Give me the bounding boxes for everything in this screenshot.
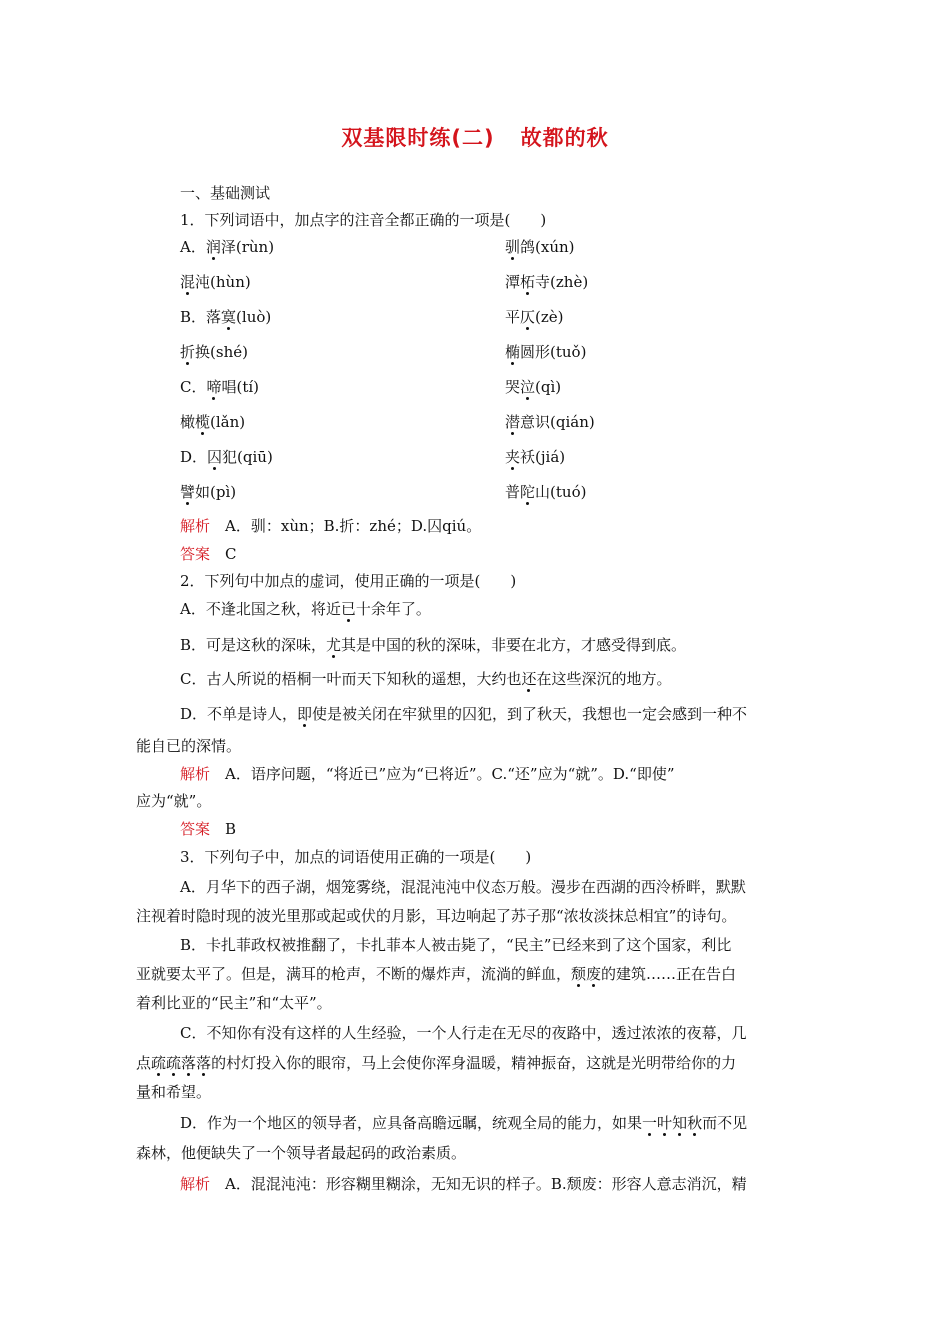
q3-option-d-line2: 森林，他便缺失了一个领导者最起码的政治素质。 xyxy=(136,1144,467,1162)
q1-option-left: D．囚犯(qiū) xyxy=(180,448,273,466)
dotted-char: 疏 xyxy=(166,1054,182,1072)
dotted-char: 落 xyxy=(196,1054,212,1072)
dotted-char: 仄 xyxy=(520,308,536,326)
dotted-char: 叶 xyxy=(657,1114,673,1132)
dotted-char: 柘 xyxy=(520,273,536,291)
q1-option-right: 驯鸽(xún) xyxy=(505,238,575,256)
dotted-char: 榄 xyxy=(195,413,211,431)
answer-text: B xyxy=(225,820,237,838)
q1-option-left: A．润泽(rùn) xyxy=(180,238,275,256)
q2-analysis-line2: 应为“就”。 xyxy=(136,792,212,810)
q1-option-left: 混沌(hùn) xyxy=(180,273,251,291)
dotted-char: 还 xyxy=(521,670,537,688)
q1-analysis xyxy=(180,515,816,537)
dotted-char: 落 xyxy=(181,1054,197,1072)
q2-option-d-line2: 能自已的深情。 xyxy=(136,737,242,755)
dotted-char: 已 xyxy=(340,600,356,618)
dotted-char: 潜 xyxy=(505,413,521,431)
q2-option-d-line1: D．不单是诗人，即使是被关闭在牢狱里的囚犯，到了秋天，我想也一定会感到一种不 xyxy=(180,705,748,723)
dotted-char: 陀 xyxy=(520,483,536,501)
answer-label: 答案 xyxy=(180,545,211,563)
analysis-label: 解析 xyxy=(180,765,211,783)
q2-option-c: C．古人所说的梧桐一叶而天下知秋的遥想，大约也还在这些深沉的地方。 xyxy=(180,670,672,688)
dotted-char: 一 xyxy=(642,1114,658,1132)
dotted-char: 啼 xyxy=(206,378,222,396)
answer-label: 答案 xyxy=(180,820,211,838)
dotted-char: 椭 xyxy=(505,343,521,361)
analysis-label: 解析 xyxy=(180,517,211,535)
dotted-char: 秋 xyxy=(687,1114,703,1132)
dotted-char: 尤 xyxy=(326,636,342,654)
page-title xyxy=(0,122,950,152)
analysis-text: A．语序问题，“将近已”应为“已将近”。C.“还”应为“就”。D.“即使” xyxy=(225,765,675,783)
q1-answer xyxy=(180,543,816,565)
q3-option-c-line3: 量和希望。 xyxy=(136,1083,212,1101)
analysis-text: A．混混沌沌：形容糊里糊涂，无知无识的样子。B.颓废：形容人意志消沉，精 xyxy=(225,1175,747,1193)
q3-stem: 3．下列句子中，加点的词语使用正确的一项是( ) xyxy=(180,848,532,866)
dotted-char: 废 xyxy=(586,965,602,983)
q1-option-left: 折换(shé) xyxy=(180,343,248,361)
q3-option-a-line1: A．月华下的西子湖，烟笼雾绕，混混沌沌中仪态万般。漫步在西湖的西泠桥畔，默默 xyxy=(180,878,746,896)
dotted-char: 知 xyxy=(672,1114,688,1132)
dotted-char: 夹 xyxy=(505,448,521,466)
dotted-char: 混 xyxy=(180,273,196,291)
q2-option-a: A．不逢北国之秋，将近已十余年了。 xyxy=(180,600,431,618)
dotted-char: 即 xyxy=(297,705,313,723)
dotted-char: 譬 xyxy=(180,483,196,501)
title-part-2: 故都的秋 xyxy=(520,126,609,150)
dotted-char: 润 xyxy=(205,238,221,256)
q3-option-b-line3: 着利比亚的“民主”和“太平”。 xyxy=(136,994,332,1012)
dotted-char: 驯 xyxy=(505,238,521,256)
dotted-char: 泣 xyxy=(520,378,536,396)
analysis-text: A．驯：xùn；B.折：zhé；D.囚qiú。 xyxy=(225,517,482,535)
q3-analysis xyxy=(180,1173,816,1195)
q3-option-d-line1: D．作为一个地区的领导者，应具备高瞻远瞩，统观全局的能力，如果一叶知秋而不见 xyxy=(180,1114,748,1132)
q2-stem: 2．下列句中加点的虚词，使用正确的一项是( ) xyxy=(180,572,517,590)
q1-option-right: 潜意识(qián) xyxy=(505,413,595,431)
q1-option-right: 哭泣(qì) xyxy=(505,378,562,396)
dotted-char: 囚 xyxy=(207,448,223,466)
q3-option-c-line1: C．不知你有没有这样的人生经验，一个人行走在无尽的夜路中，透过浓浓的夜幕，几 xyxy=(180,1024,747,1042)
q1-option-right: 椭圆形(tuǒ) xyxy=(505,343,587,361)
dotted-char: 颓 xyxy=(571,965,587,983)
q2-analysis xyxy=(180,763,816,785)
q1-option-right: 平仄(zè) xyxy=(505,308,564,326)
q1-option-left: B．落寞(luò) xyxy=(180,308,272,326)
q3-option-c-line2: 点疏疏落落的村灯投入你的眼帘，马上会使你浑身温暖，精神振奋，这就是光明带给你的力 xyxy=(136,1054,737,1072)
answer-text: C xyxy=(225,545,237,563)
q1-option-left: C．啼唱(tí) xyxy=(180,378,260,396)
q1-option-right: 潭柘寺(zhè) xyxy=(505,273,589,291)
dotted-char: 寞 xyxy=(221,308,237,326)
q1-stem: 1．下列词语中，加点字的注音全都正确的一项是( ) xyxy=(180,211,547,229)
q1-option-left: 橄榄(lǎn) xyxy=(180,413,246,431)
q3-option-b-line1: B．卡扎菲政权被推翻了，卡扎菲本人被击毙了，“民主”已经来到了这个国家，利比 xyxy=(180,936,732,954)
dotted-char: 折 xyxy=(180,343,196,361)
analysis-label: 解析 xyxy=(180,1175,211,1193)
q1-option-right: 普陀山(tuó) xyxy=(505,483,587,501)
q2-answer xyxy=(180,818,816,840)
q2-option-b: B．可是这秋的深味，尤其是中国的秋的深味，非要在北方，才感受得到底。 xyxy=(180,636,687,654)
section-heading: 一、基础测试 xyxy=(180,184,271,202)
q3-option-a-line2: 注视着时隐时现的波光里那或起或伏的月影，耳边响起了苏子那“浓妆淡抹总相宜”的诗句。 xyxy=(136,907,737,925)
q3-option-b-line2: 亚就要太平了。但是，满耳的枪声，不断的爆炸声，流淌的鲜血，颓废的建筑……正在告白 xyxy=(136,965,737,983)
q1-option-right: 夹袄(jiá) xyxy=(505,448,566,466)
dotted-char: 疏 xyxy=(151,1054,167,1072)
q1-option-left: 譬如(pì) xyxy=(180,483,237,501)
title-part-1: 双基限时练(二) xyxy=(341,126,495,150)
